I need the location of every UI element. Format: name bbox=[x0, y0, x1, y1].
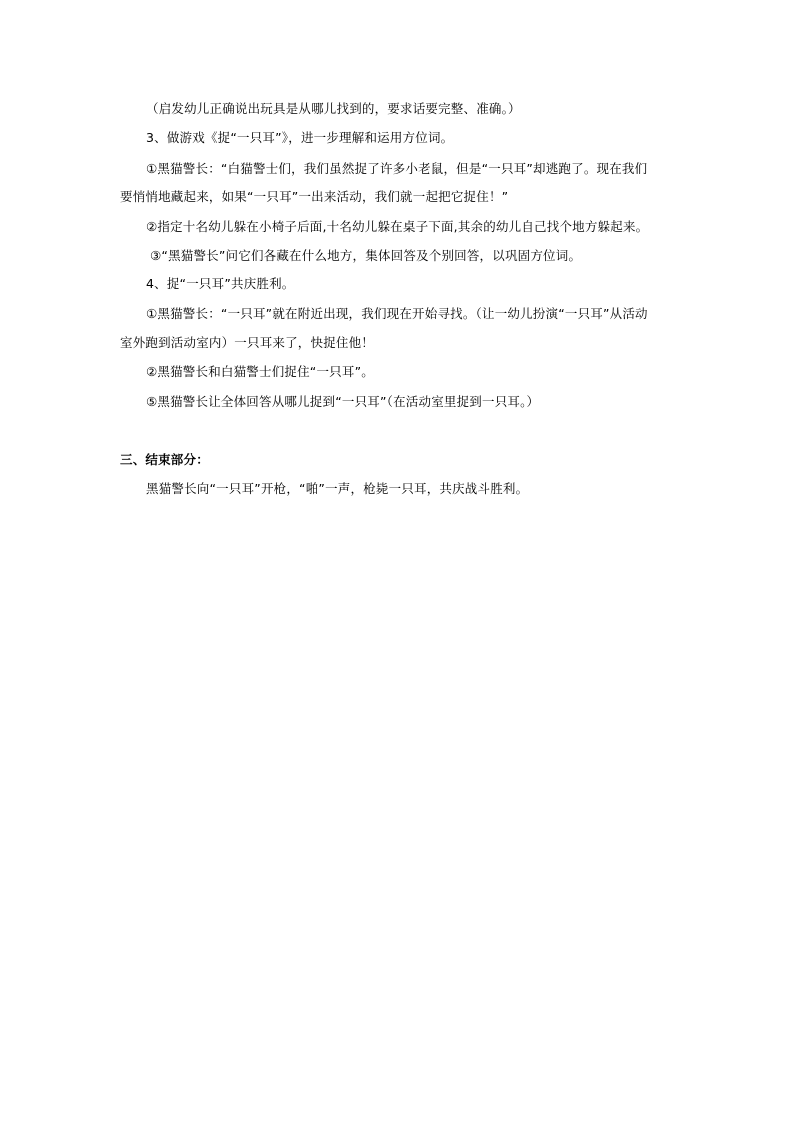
section-heading: 三、结束部分： bbox=[120, 452, 209, 467]
text-line-1: （启发幼儿正确说出玩具是从哪儿找到的，要求话要完整、准确。） bbox=[146, 101, 521, 116]
text-line-7: 4、捉“一只耳”共庆胜利。 bbox=[146, 276, 295, 291]
text-line-11: ⑤黑猫警长让全体回答从哪儿捉到“一只耳”（在活动室里捉到一只耳。） bbox=[146, 394, 540, 409]
text-line-9: 室外跑到活动室内）一只耳来了，快捉住他！ bbox=[120, 335, 375, 350]
text-line-3: ①黑猫警长：“白猫警士们，我们虽然捉了许多小老鼠，但是“一只耳”却逃跑了。现在我们 bbox=[146, 161, 648, 176]
text-line-6: ③“黑猫警长”问它们各藏在什么地方，集体回答及个别回答，以巩固方位词。 bbox=[150, 248, 582, 263]
text-line-4: 要悄悄地藏起来，如果“一只耳”一出来活动，我们就一起把它捉住！” bbox=[120, 189, 509, 204]
text-line-10: ②黑猫警长和白猫警士们捉住“一只耳”。 bbox=[146, 364, 374, 379]
text-line-2: 3、做游戏《捉“一只耳”》，进一步理解和运用方位词。 bbox=[146, 130, 454, 145]
text-line-5: ②指定十名幼儿躲在小椅子后面,十名幼儿躲在桌子下面,其余的幼儿自己找个地方躲起来。 bbox=[146, 219, 649, 234]
text-line-13: 黑猫警长向“一只耳”开枪，“啪”一声，枪毙一只耳，共庆战斗胜利。 bbox=[146, 481, 529, 496]
text-line-8: ①黑猫警长：“一只耳”就在附近出现，我们现在开始寻找。（让一幼儿扮演“一只耳”从活动 bbox=[146, 306, 648, 321]
